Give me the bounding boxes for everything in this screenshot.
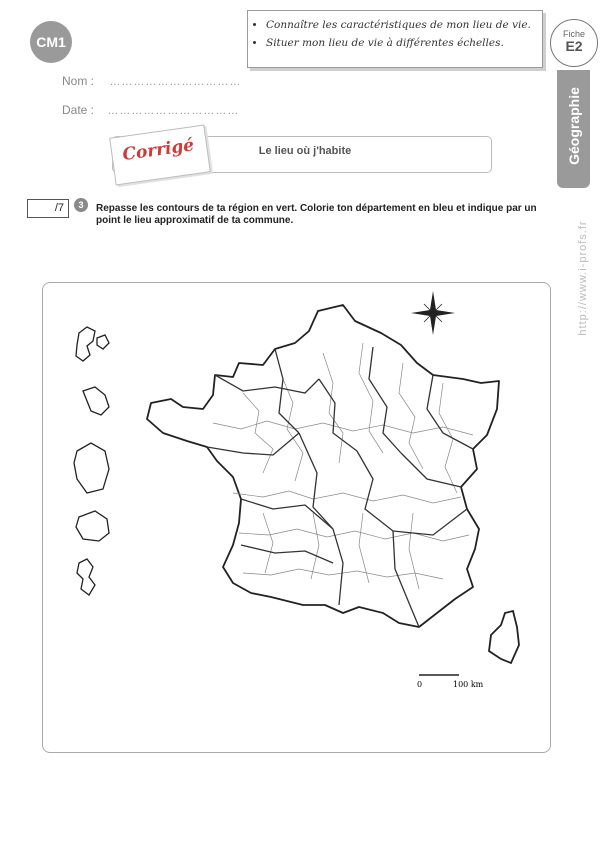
name-label: Nom : [62, 74, 95, 88]
corsica-outline [489, 611, 519, 663]
objectives-box [247, 10, 543, 68]
level-badge: CM1 [30, 21, 72, 63]
compass-rose-icon [411, 291, 455, 335]
martinique-shape [83, 387, 109, 415]
guadeloupe-shape [76, 327, 109, 361]
subject-tab-label: Géographie [566, 87, 582, 165]
objective-item: • Connaître les caractéristiques de mon lieu de vie. [266, 16, 542, 34]
fiche-code: E2 [565, 38, 583, 54]
name-field[interactable] [62, 74, 241, 88]
name-dots: …………………………… [109, 76, 242, 88]
overseas-territories [74, 327, 109, 595]
exercise-number: 3 [74, 198, 88, 212]
scale-bar [417, 675, 484, 689]
fiche-badge [550, 19, 598, 67]
objective-item: • Situer mon lieu de vie à différentes échelles. [266, 34, 542, 52]
scale-end-label: 100 km [453, 680, 484, 689]
mayotte-shape [77, 559, 95, 595]
exercise-instruction: Repasse les contours de ta région en vert. Colorie ton département en bleu et indique par un point le lieu approximatif de ta commune. [96, 203, 537, 226]
date-label: Date : [62, 103, 95, 117]
site-url: http://www.i-profs.fr [577, 220, 589, 336]
map-frame [42, 282, 551, 753]
guyane-shape [74, 443, 109, 493]
date-field[interactable] [62, 103, 239, 117]
scale-start-label: 0 [417, 680, 423, 689]
corrige-stamp [109, 125, 211, 186]
page-title: Le lieu où j'habite [258, 145, 352, 157]
fiche-label: Fiche [562, 29, 585, 39]
france-map [43, 283, 550, 752]
date-dots: …………………………… [107, 105, 240, 117]
reunion-shape [76, 511, 109, 541]
corrige-label: Corrigé [121, 135, 196, 166]
score-box[interactable]: /7 [27, 199, 69, 218]
